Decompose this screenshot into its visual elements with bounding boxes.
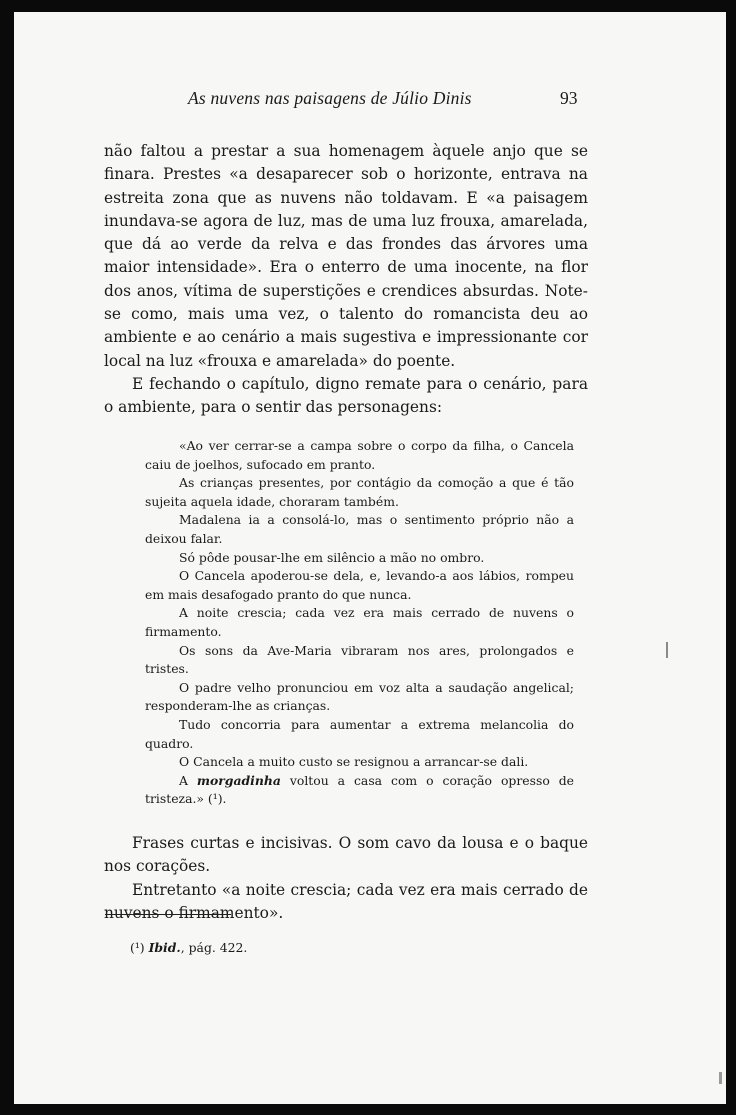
quote-paragraph: O padre velho pronunciou em voz alta a saudação angelical; responderam-lhe as crianças.: [145, 679, 574, 714]
quote-paragraph: O Cancela apoderou-se dela, e, levando-a aos lábios, rompeu em mais desafogado pranto do que nunca.: [145, 568, 574, 602]
quote-paragraph: Só pôde pousar-lhe em silêncio a mão no ombro.: [179, 549, 485, 565]
quote-paragraph: Tudo concorria para aumentar a extrema melancolia do quadro.: [145, 716, 574, 751]
quote-text: voltou a casa com o coração opresso de tristeza.» (¹).: [145, 772, 574, 807]
paragraph: Frases curtas e incisivas. O som cavo da lousa e o baque nos corações.: [104, 834, 588, 876]
scan-mark: [719, 1072, 722, 1084]
block-quote: [145, 437, 574, 809]
quote-paragraph: «Ao ver cerrar-se a campa sobre o corpo da filha, o Cancela caiu de joelhos, sufocado em pranto.: [145, 438, 574, 472]
body-text: [104, 140, 588, 420]
quote-italic-title: morgadinha: [196, 772, 281, 788]
paragraph: E fechando o capítulo, digno remate para o cenário, para o ambiente, para o sentir das personagens:: [104, 374, 588, 417]
footnote: [130, 940, 247, 955]
quote-paragraph: Os sons da Ave-Maria vibraram nos ares, prolongados e tristes.: [145, 642, 574, 677]
quote-paragraph: [145, 772, 574, 809]
quote-paragraph: As crianças presentes, por contágio da comoção a que é tão sujeita aquela idade, choraram também.: [145, 475, 574, 509]
quote-paragraph: O Cancela a muito custo se resignou a arrancar-se dali.: [179, 754, 529, 770]
quote-paragraph: A noite crescia; cada vez era mais cerrado de nuvens o firmamento.: [145, 605, 574, 639]
footnote-marker: (¹): [130, 940, 145, 955]
footnote-divider: [105, 914, 231, 915]
paragraph: Entretanto «a noite crescia; cada vez era mais cerrado de nuvens o firmamento».: [104, 880, 588, 922]
footnote-ibid: Ibid.: [148, 940, 181, 955]
paragraph: não faltou a prestar a sua homenagem àquele anjo que se finara. Prestes «a desaparecer sob o horizonte, entrava na estreita zona que as nuvens não toldavam. E «a paisagem inundava-se agora de luz, mas de uma luz frouxa, amarelada, que dá ao verde da relva e das frondes das árvores uma maior intensidade». Era o enterro de uma inocente, na flor dos anos, vítima de superstições e crendices absurdas. Note-se como, mais uma vez, o talento do romancista deu ao ambiente e ao cenário a mais sugestiva e impressionante cor local na luz «frouxa e amarelada» do poente.: [104, 142, 588, 370]
scan-mark: [666, 642, 668, 658]
quote-text: A: [179, 772, 197, 788]
page-header: [14, 88, 726, 112]
running-title: As nuvens nas paisagens de Júlio Dinis: [188, 88, 472, 108]
quote-paragraph: Madalena ia a consolá-lo, mas o sentimento próprio não a deixou falar.: [145, 512, 574, 546]
book-page: [14, 12, 726, 1104]
page-number: 93: [560, 88, 578, 108]
footnote-reference: , pág. 422.: [180, 940, 248, 955]
closing-text: [104, 832, 588, 925]
